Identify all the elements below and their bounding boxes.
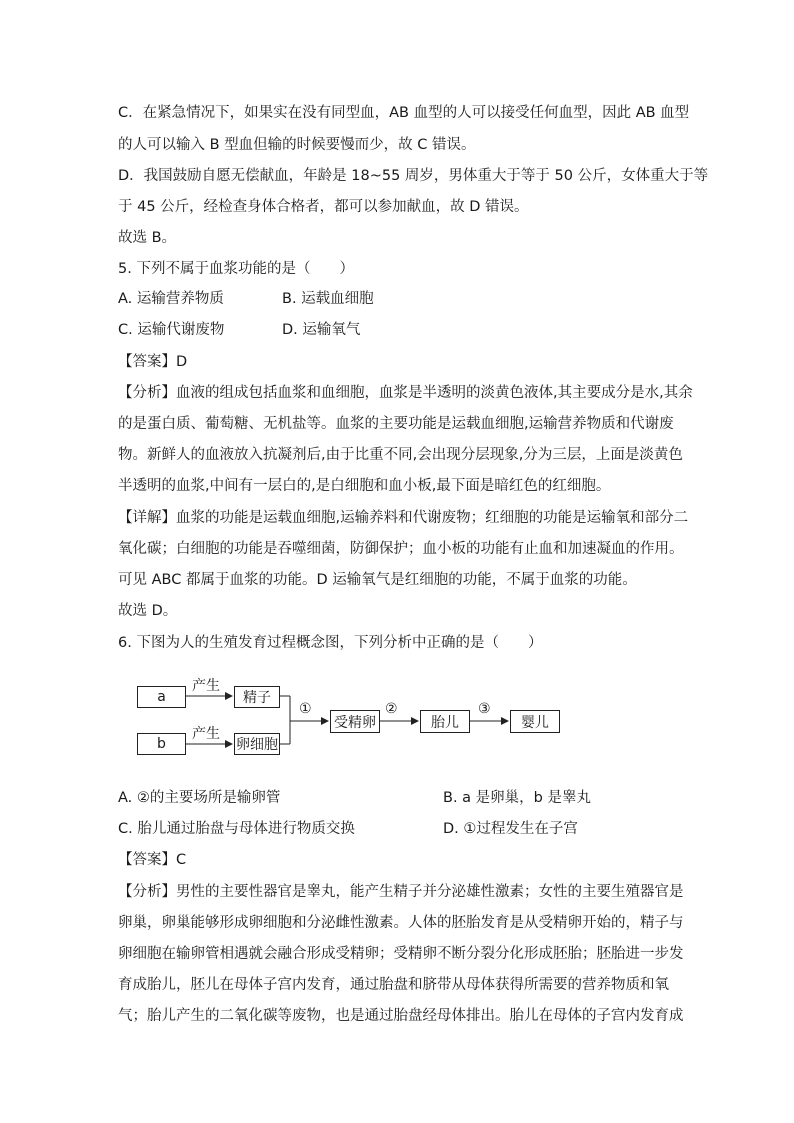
paragraph-line: 于 45 公斤，经检查身体合格者，都可以参加献血，故 D 错误。 bbox=[118, 199, 529, 215]
box-sperm: 精子 bbox=[234, 686, 280, 708]
q6-answer: 【答案】C bbox=[118, 852, 187, 868]
step-2-label: ② bbox=[385, 701, 398, 717]
paragraph-line: D．我国鼓励自愿无偿献血，年龄是 18~55 周岁，男体重大于等于 50 公斤，女体重大于等 bbox=[118, 168, 709, 184]
q5-analysis-line: 【分析】血液的组成包括血浆和血细胞，血浆是半透明的淡黄色液体,其主要成分是水,其余 bbox=[118, 385, 693, 401]
q5-option-c: C. 运输代谢废物 bbox=[118, 322, 225, 338]
box-a: a bbox=[137, 686, 186, 708]
step-1-label: ① bbox=[299, 701, 312, 717]
q6-analysis-line: 卵细胞在输卵管相遇就会融合形成受精卵；受精卵不断分裂分化形成胚胎；胚胎进一步发 bbox=[118, 946, 684, 962]
q5-analysis-line: 的是蛋白质、葡萄糖、无机盐等。血浆的主要功能是运载血细胞,运输营养物质和代谢废 bbox=[118, 416, 674, 432]
q6-option-b: B. a 是卵巢，b 是睾丸 bbox=[443, 790, 591, 806]
paragraph-line: C．在紧急情况下，如果实在没有同型血，AB 血型的人可以接受任何血型，因此 AB 血型 bbox=[118, 105, 690, 121]
question-5-title: 5. 下列不属于血浆功能的是（ ） bbox=[118, 261, 354, 277]
q5-answer: 【答案】D bbox=[118, 354, 188, 370]
q6-analysis-line: 卵巢，卵巢能够形成卵细胞和分泌雌性激素。人体的胚胎发育是从受精卵开始的，精子与 bbox=[118, 915, 684, 931]
q5-analysis-line: 半透明的血浆,中间有一层白的,是白细胞和血小板,最下面是暗红色的红细胞。 bbox=[118, 478, 611, 494]
q6-analysis-line: 气；胎儿产生的二氧化碳等废物，也是通过胎盘经母体排出。胎儿在母体的子宫内发育成 bbox=[118, 1008, 684, 1024]
reproduction-concept-diagram bbox=[130, 672, 570, 772]
box-fetus: 胎儿 bbox=[420, 710, 470, 733]
box-zygote: 受精卵 bbox=[330, 710, 380, 733]
q5-detail-line: 可见 ABC 都属于血浆的功能。D 运输氧气是红细胞的功能，不属于血浆的功能。 bbox=[118, 572, 637, 588]
produce-label: 产生 bbox=[192, 678, 220, 694]
produce-label: 产生 bbox=[192, 726, 220, 742]
q6-analysis-line: 育成胎儿，胚儿在母体子宫内发育，通过胎盘和脐带从母体获得所需要的营养物质和氧 bbox=[118, 977, 669, 993]
paragraph-line: 的人可以输入 B 型血但输的时候要慢而少，故 C 错误。 bbox=[118, 137, 476, 153]
box-egg: 卵细胞 bbox=[234, 733, 280, 755]
box-b: b bbox=[137, 733, 186, 755]
q5-option-a: A. 运输营养物质 bbox=[118, 291, 224, 307]
q5-analysis-line: 物。新鲜人的血液放入抗凝剂后,由于比重不同,会出现分层现象,分为三层，上面是淡黄色 bbox=[118, 447, 683, 463]
q5-option-b: B. 运载血细胞 bbox=[282, 291, 374, 307]
q5-option-d: D. 运输氧气 bbox=[282, 322, 361, 338]
paragraph-line: 故选 B。 bbox=[118, 230, 177, 246]
q5-detail-line: 氧化碳；白细胞的功能是吞噬细菌，防御保护；血小板的功能有止血和加速凝血的作用。 bbox=[118, 541, 684, 557]
q6-analysis-line: 【分析】男性的主要性器官是睾丸，能产生精子并分泌雄性激素；女性的主要生殖器官是 bbox=[118, 884, 684, 900]
q5-detail-line: 【详解】血浆的功能是运载血细胞,运输养料和代谢废物；红细胞的功能是运输氧和部分二 bbox=[118, 510, 689, 526]
q6-option-c: C. 胎儿通过胎盘与母体进行物质交换 bbox=[118, 821, 355, 837]
step-3-label: ③ bbox=[478, 701, 491, 717]
q6-option-d: D. ①过程发生在子宫 bbox=[443, 821, 578, 837]
q5-conclusion: 故选 D。 bbox=[118, 603, 178, 619]
q6-option-a: A. ②的主要场所是输卵管 bbox=[118, 790, 281, 806]
box-baby: 婴儿 bbox=[510, 710, 560, 733]
question-6-title: 6. 下图为人的生殖发育过程概念图，下列分析中正确的是（ ） bbox=[118, 635, 543, 651]
